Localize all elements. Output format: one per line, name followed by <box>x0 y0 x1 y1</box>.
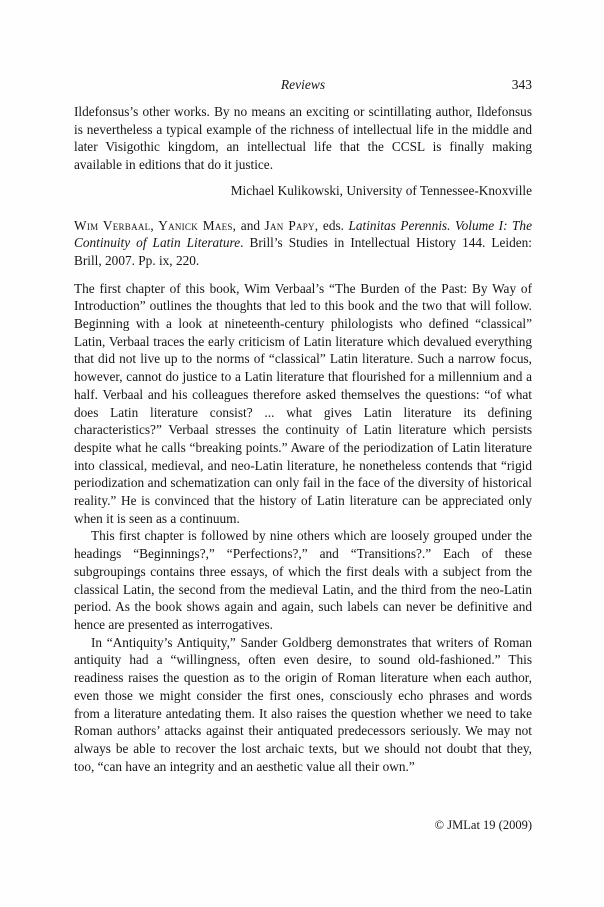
running-header <box>74 76 532 94</box>
citation-authors-first: Wim Verbaal, Yanick Maes, <box>74 217 237 233</box>
review-paragraph: In “Antiquity’s Antiquity,” Sander Goldberg demonstrates that writers of Roman antiquity had a “willingness, often even desire, to sound old-fashioned.” This readiness raises the question as to the origin of Roman literature when each author, even those we might consider the first ones, consciously echo phrases and words from a literature antedating them. It also raises the question whether we need to take Roman authors’ attacks against their antiquated predecessors seriously. We may not always be able to recover the lost archaic texts, but we should not doubt that they, too, “can have an integrity and an aesthetic value all their own.” <box>74 634 532 774</box>
copyright-footer: © JMLat 19 (2009) <box>434 818 532 832</box>
page-content <box>74 76 532 775</box>
running-title: Reviews <box>280 77 326 92</box>
citation-eds-label: eds. <box>318 217 349 233</box>
citation-author-last: Jan Papy, <box>264 217 319 233</box>
citation-conjunction: and <box>236 217 265 233</box>
review-continuation-paragraph: Ildefonsus’s other works. By no means an exciting or scintillating author, Ildefonsus is nevertheless a typical example of the richness of intellectual life in the middle and later Visigothic kingdom, an intellectual life that the CCSL is finally making available in editions that do it justice. <box>74 104 532 173</box>
citation-book-title: Latinitas Perennis. Volume I: The Continuity of Latin Literature <box>74 217 532 251</box>
citation-publication-info: . Brill’s Studies in Intellectual History 144. Leiden: Brill, 2007. Pp. ix, 220. <box>74 235 532 268</box>
reviewer-attribution: Michael Kulikowski, University of Tennessee-Knoxville <box>230 182 532 198</box>
review-paragraph: The first chapter of this book, Wim Verbaal’s “The Burden of the Past: By Way of Introduction” outlines the thoughts that led to this book and the two that will follow. Beginning with a look at nineteenth-century philologists who defined “classical” Latin, Verbaal traces the early criticism of Latin literature which devalued everything that did not live up to the norms of “classical” Latin literature. Such a narrow focus, however, cannot do justice to a Latin literature that flourished for a millennium and a half. Verbaal and his colleagues therefore asked themselves the questions: “of what does Latin literature consist? ... what gives Latin literature its defining characteristics?” Verbaal stresses the continuity of Latin literature which persists despite what he calls “breaking points.” Aware of the periodization of Latin literature into classical, medieval, and neo-Latin literature, he nonetheless contends that “rigid periodization and schematization can only fail in the face of the diversity of historical reality.” He is convinced that the history of Latin literature can be appreciated only when it is seen as a continuum. <box>74 280 532 526</box>
page-number: 343 <box>511 77 532 92</box>
book-citation <box>74 217 532 270</box>
review-paragraph: This first chapter is followed by nine others which are loosely grouped under the headings “Beginnings?,” “Perfections?,” and “Transitions?.” Each of these subgroupings contains three essays, of which the first deals with a subject from the classical Latin, the second from the medieval Latin, and the third from the neo-Latin period. As the book shows again and again, such labels can never be definitive and hence are presented as interrogatives. <box>74 528 532 632</box>
